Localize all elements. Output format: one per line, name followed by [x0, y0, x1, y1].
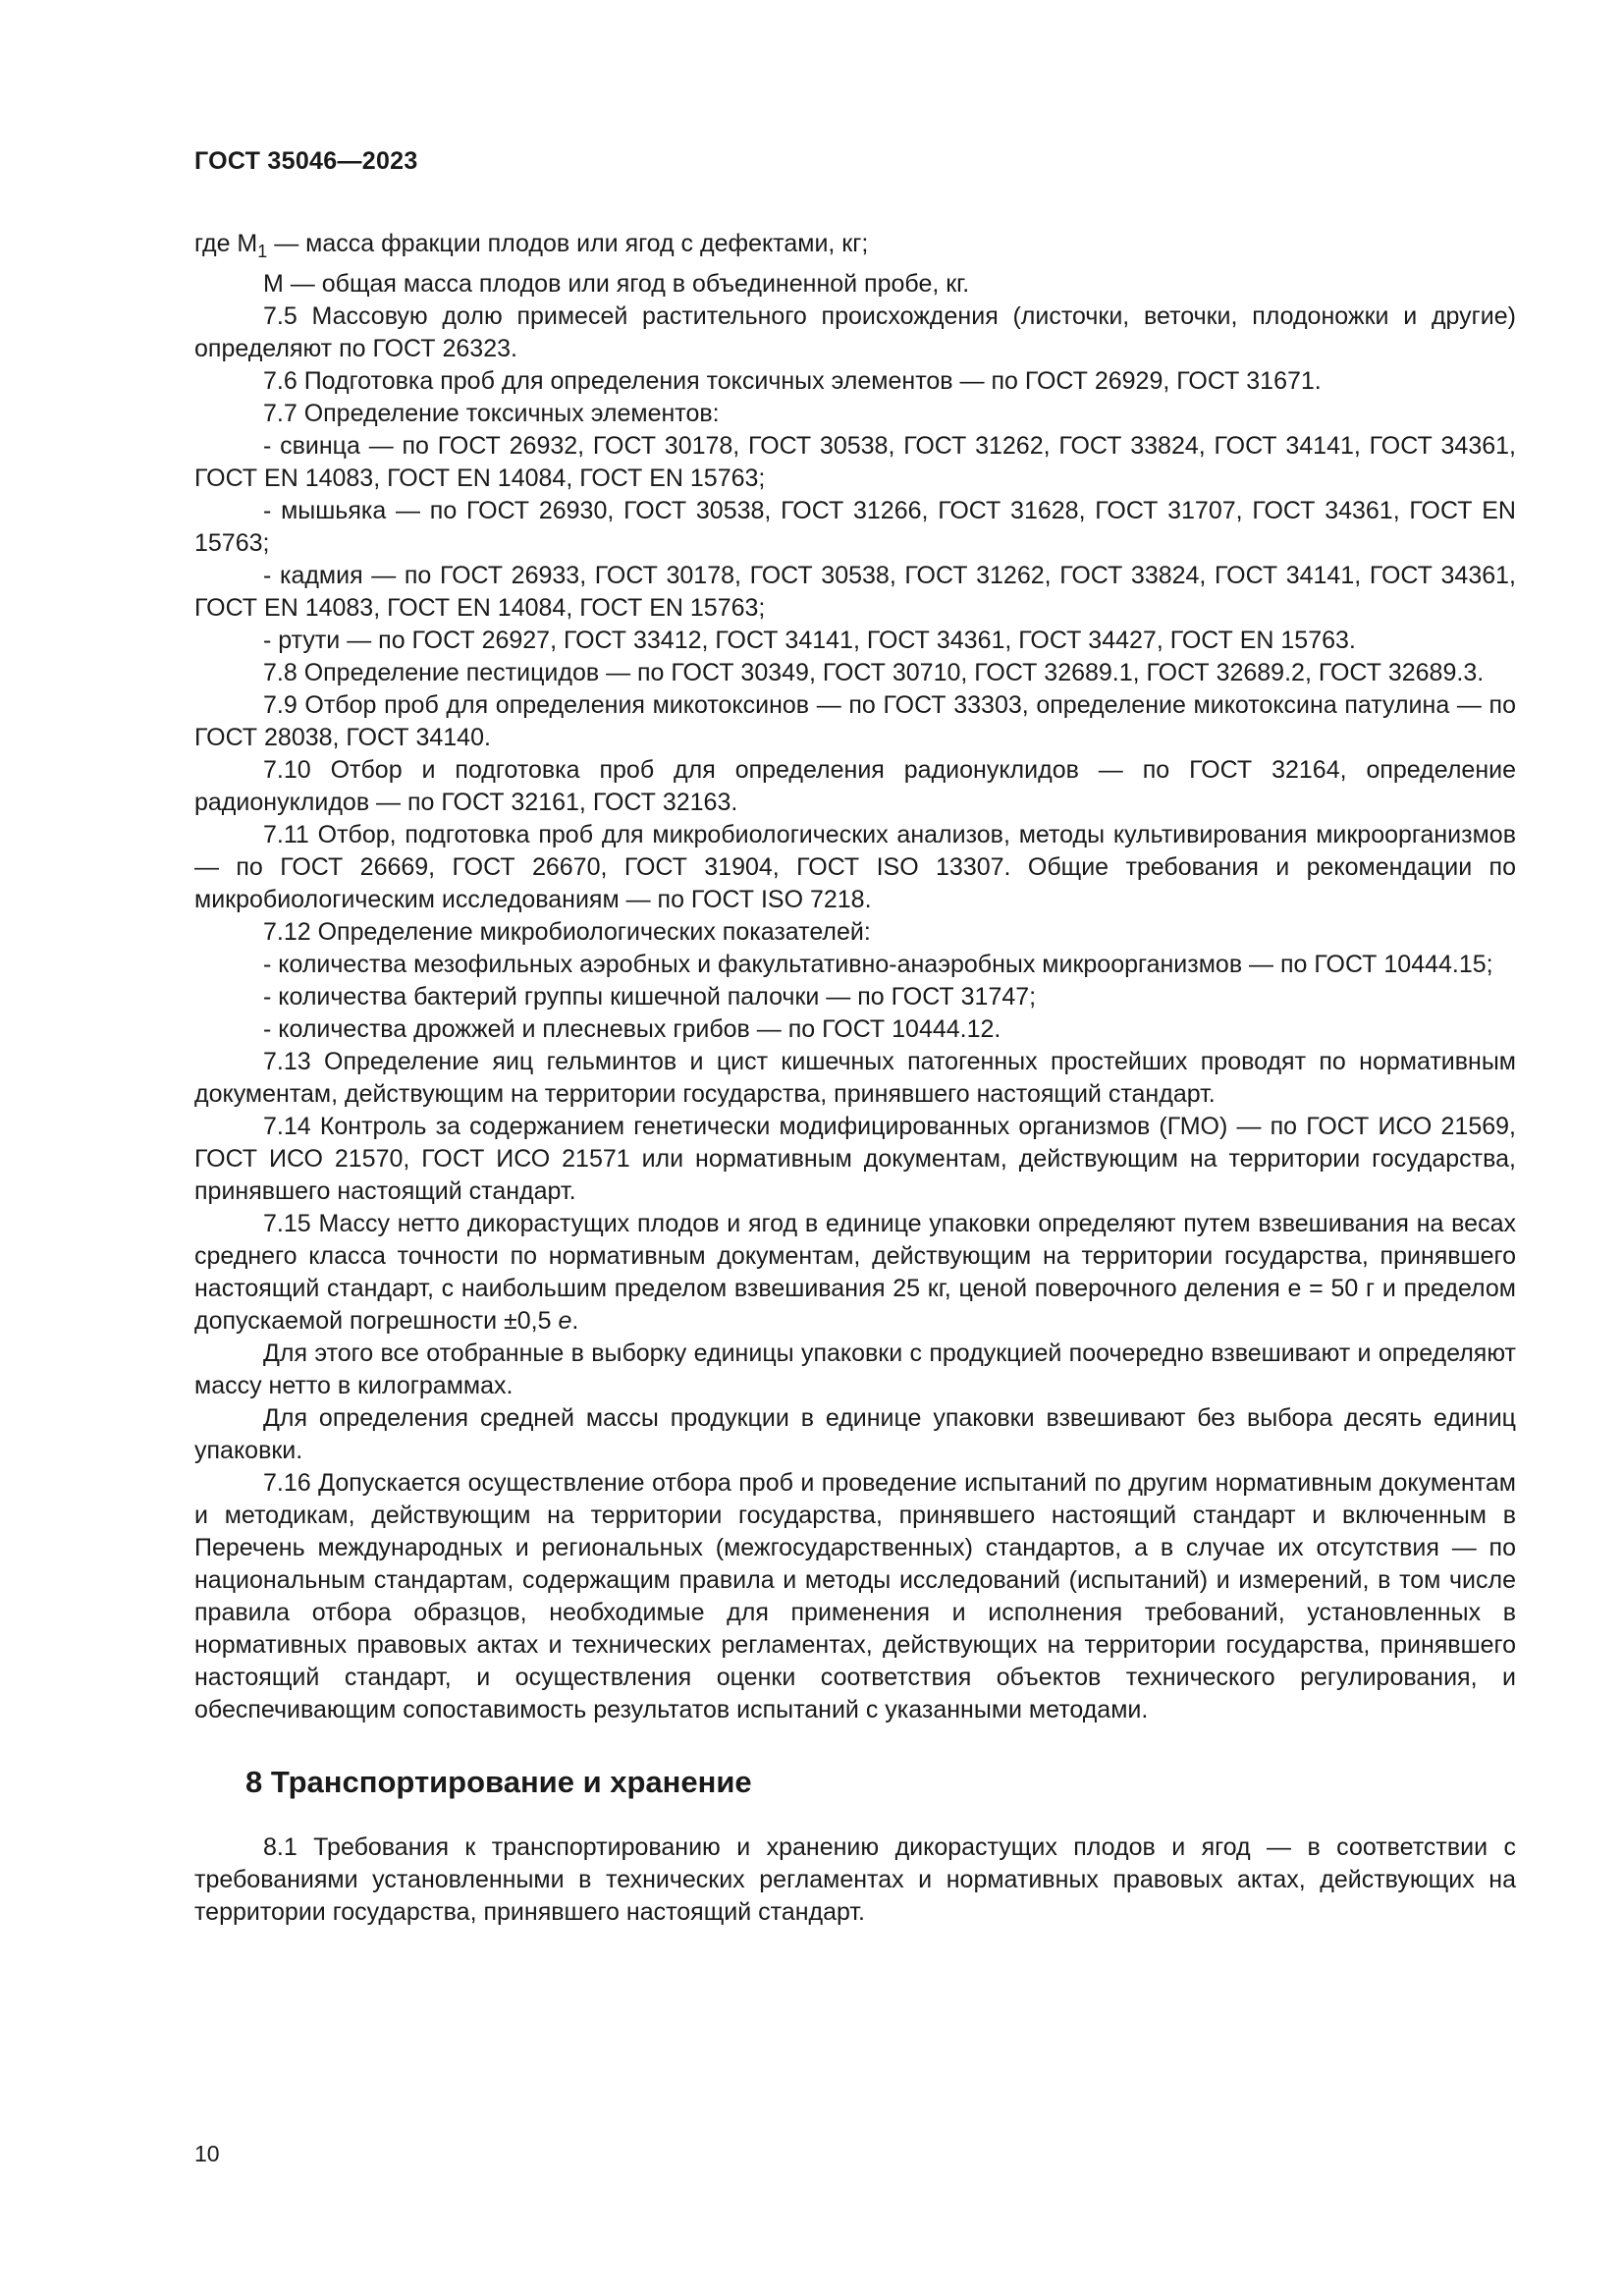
paragraph-7-7: 7.7 Определение токсичных элементов:: [263, 400, 720, 427]
paragraph-7-15-end: .: [571, 1307, 579, 1335]
paragraph-7-5: 7.5 Массовую долю примесей растительного происхождения (листочки, веточки, плодоножки и другие) определяют по ГОСТ 26323.: [194, 302, 1516, 362]
formula-definition: — масса фракции плодов или ягод с дефектами, кг;: [267, 230, 869, 257]
paragraph-7-15: [194, 1208, 1516, 1338]
paragraph-7-16: 7.16 Допускается осуществление отбора проб и проведение испытаний по другим нормативным документам и методикам, действующим на территории государства, принявшего настоящий стандарт и включенным в Перечень международных и региональных (межгосударственных) стандартов, а в случае их отсутствия — по национальным стандартам, содержащим правила и методы исследований (испытаний) и измерений, в том числе правила отбора образцов, необходимые для применения и исполнения требований, установленных в нормативных правовых актах и технических регламентах, действующих на территории государства, принявшего настоящий стандарт, и осуществления оценки соответствия объектов технического регулирования, и обеспечивающим сопоставимость результатов испытаний с указанными методами.: [194, 1469, 1516, 1723]
section-8-title: 8 Транспортирование и хранение: [245, 1765, 752, 1799]
list-item-yeast-mold: - количества дрожжей и плесневых грибов — по ГОСТ 10444.12.: [263, 1015, 1001, 1043]
paragraph-7-15-b: Для этого все отобранные в выборку единицы упаковки с продукцией поочередно взвешивают и определяют массу нетто в килограммах.: [194, 1339, 1516, 1399]
formula-subscript: 1: [257, 242, 268, 261]
list-item-cadmium: - кадмия — по ГОСТ 26933, ГОСТ 30178, ГОСТ 30538, ГОСТ 31262, ГОСТ 33824, ГОСТ 34141, ГОСТ 34361, ГОСТ EN 14083, ГОСТ EN 14084, ГОСТ EN 15763;: [194, 562, 1516, 622]
list-item-arsenic: - мышьяка — по ГОСТ 26930, ГОСТ 30538, ГОСТ 31266, ГОСТ 31628, ГОСТ 31707, ГОСТ 34361, ГОСТ EN 15763;: [194, 497, 1516, 557]
formula-legend-m1: [194, 228, 1516, 268]
document-header: ГОСТ 35046—2023: [194, 147, 418, 175]
paragraph-7-15-e: е: [558, 1307, 572, 1335]
paragraph-7-6: 7.6 Подготовка проб для определения токсичных элементов — по ГОСТ 26929, ГОСТ 31671.: [263, 367, 1322, 395]
list-item-mesophilic: - количества мезофильных аэробных и факультативно-анаэробных микроорганизмов — по ГОСТ 10444.15;: [263, 951, 1493, 978]
document-body: [194, 228, 1516, 1929]
paragraph-7-13: 7.13 Определение яиц гельминтов и цист кишечных патогенных простейших проводят по нормативным документам, действующим на территории государства, принявшего настоящий стандарт.: [194, 1048, 1516, 1108]
list-item-lead: - свинца — по ГОСТ 26932, ГОСТ 30178, ГОСТ 30538, ГОСТ 31262, ГОСТ 33824, ГОСТ 34141, ГОСТ 34361, ГОСТ EN 14083, ГОСТ EN 14084, ГОСТ EN 15763;: [194, 432, 1516, 492]
paragraph-8-1: 8.1 Требования к транспортированию и хранению дикорастущих плодов и ягод — в соответствии с требованиями установленными в технических регламентах и нормативных правовых актах, действующих на территории государства, принявшего настоящий стандарт.: [194, 1833, 1516, 1926]
paragraph-7-12: 7.12 Определение микробиологических показателей:: [263, 918, 871, 946]
paragraph-7-14: 7.14 Контроль за содержанием генетически модифицированных организмов (ГМО) — по ГОСТ ИСО 21569, ГОСТ ИСО 21570, ГОСТ ИСО 21571 или нормативным документам, действующим на территории государства, принявшего настоящий стандарт.: [194, 1113, 1516, 1205]
page-number: 10: [194, 2141, 220, 2166]
paragraph-7-10: 7.10 Отбор и подготовка проб для определения радионуклидов — по ГОСТ 32164, определение радионуклидов — по ГОСТ 32161, ГОСТ 32163.: [194, 756, 1516, 816]
list-item-coliform: - количества бактерий группы кишечной палочки — по ГОСТ 31747;: [263, 983, 1037, 1011]
paragraph-7-15-text: 7.15 Массу нетто дикорастущих плодов и ягод в единице упаковки определяют путем взвешивания на весах среднего класса точности по нормативным документам, действующим на территории государства, принявшего настоящий стандарт, с наибольшим пределом взвешивания 25 кг, ценой поверочного деления е = 50 г и пределом допускаемой погрешности ±0,5: [194, 1210, 1516, 1335]
formula-legend-m: M — общая масса плодов или ягод в объединенной пробе, кг.: [263, 270, 970, 298]
paragraph-7-9: 7.9 Отбор проб для определения микотоксинов — по ГОСТ 33303, определение микотоксина патулина — по ГОСТ 28038, ГОСТ 34140.: [194, 691, 1516, 751]
list-item-mercury: - ртути — по ГОСТ 26927, ГОСТ 33412, ГОСТ 34141, ГОСТ 34361, ГОСТ 34427, ГОСТ EN 15763.: [263, 627, 1356, 654]
paragraph-7-15-c: Для определения средней массы продукции в единице упаковки взвешивают без выбора десять единиц упаковки.: [194, 1404, 1516, 1464]
paragraph-7-11: 7.11 Отбор, подготовка проб для микробиологических анализов, методы культивирования микроорганизмов — по ГОСТ 26669, ГОСТ 26670, ГОСТ 31904, ГОСТ ISO 13307. Общие требования и рекомендации по микробиологическим исследованиям — по ГОСТ ISO 7218.: [194, 821, 1516, 913]
paragraph-7-8: 7.8 Определение пестицидов — по ГОСТ 30349, ГОСТ 30710, ГОСТ 32689.1, ГОСТ 32689.2, ГОСТ 32689.3.: [263, 659, 1485, 686]
formula-prefix: где M: [194, 230, 258, 257]
